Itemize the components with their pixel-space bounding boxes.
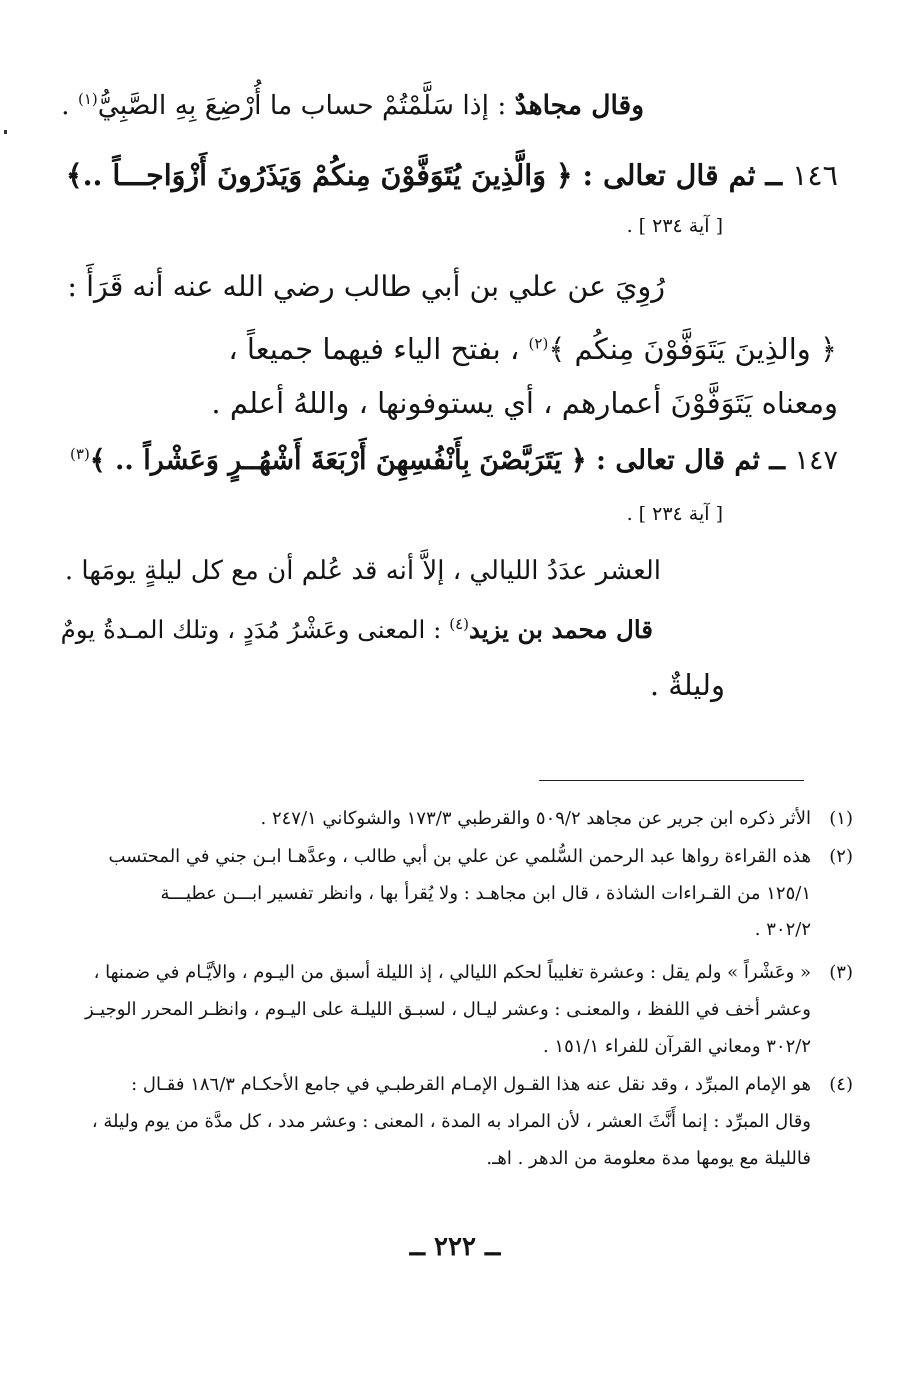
body-line-6: ومعناه يَتَوَفَّوْنَ أعمارهم ، أي يستوفونها ، واللهُ أعلم . (211, 386, 838, 420)
entry-lead: ــ ثم قال تعالى : (572, 158, 793, 192)
footnote-2-number: (٢) (829, 846, 853, 867)
entry-lead: ــ ثم قال تعالى : (586, 445, 795, 476)
footnote-4-number: (٤) (829, 1074, 853, 1095)
footnote-3-line-1: « وعَشْراً » ولم يقل : وعشرة تغليباً لحكم الليالي ، إذ الليلة أسبق من اليـوم ، والأيَّـام في ضمنها ، (93, 962, 811, 983)
body-line-4: رُوِيَ عن علي بن أبي طالب رضي الله عنه أنه قَرَأَ : (67, 270, 665, 303)
footnote-3-number: (٣) (829, 962, 853, 983)
line-text: : المعنى وعَشْرُ مُدَدٍ ، وتلك المـدةُ يومٌ (60, 615, 450, 645)
body-line-5 (228, 332, 837, 367)
margin-mark (4, 130, 7, 134)
quran-quote-147: ﴿ يَتَرَبَّصْنَ بِأَنْفُسِهِنَ أَرْبَعَةَ أَشْهُــرٍ وَعَشْراً .. ﴾ (89, 445, 587, 476)
footnote-separator (539, 780, 804, 781)
body-line-1 (61, 90, 644, 122)
ayah-reference-147: [ آية ٢٣٤ ] . (626, 503, 723, 525)
footnote-1-number: (١) (829, 808, 853, 829)
body-line-11: وليلةٌ . (649, 668, 725, 702)
footnote-ref-1: (١) (78, 90, 98, 109)
footnote-4-line-2: وقال المبرِّد : إنما أَنَّثَ العشر ، لأن المراد به المدة ، المعنى : وعشر مدد ، كل مدَّة من يوم وليلة ، (91, 1111, 811, 1132)
line-end: . (61, 90, 78, 121)
footnote-ref-4: (٤) (449, 615, 469, 633)
footnote-1-line-1: الأثر ذكره ابن جرير عن مجاهد ٥٠٩/٢ والقرطبي ١٧٣/٣ والشوكاني ٢٤٧/١ . (260, 808, 811, 829)
footnote-4-line-1: هو الإمام المبرِّد ، وقد نقل عنه هذا القـول الإمـام القرطبـي في جامع الأحكـام ١٨٦/٣ فقـال : (131, 1074, 811, 1095)
speaker-muhammad-ibn-yazid: قال محمد بن يزيد (468, 615, 653, 645)
footnote-ref-3: (٣) (70, 445, 90, 463)
quran-quote-reading: ﴿ والذِينَ يَتَوَفَّوْنَ مِنكُم ﴾ (548, 332, 837, 366)
footnote-ref-2: (٢) (528, 334, 549, 353)
quran-quote-146: ﴿ وَالَّذِينَ يُتَوَفَّوْنَ مِنكُمْ وَيَذَرُونَ أَزْوَاجـــاً ..﴾ (65, 158, 573, 192)
line-text: ، بفتح الياء فيهما جميعاً ، (228, 332, 529, 366)
body-line-10 (61, 615, 653, 645)
entry-number-147: ١٤٧ (794, 445, 838, 476)
body-line-2 (66, 158, 838, 193)
speaker-mujahid: وقال مجاهدٌ (514, 90, 644, 121)
entry-number-146: ١٤٦ (792, 159, 838, 192)
footnote-2-line-2: ١٢٥/١ من القـراءات الشاذة ، قال ابن مجاهـد : ولا يُقرأ بها ، وانظر تفسير ابـــن عطيـــة (160, 883, 811, 904)
line-text: : إذا سَلَّمْتُمْ حساب ما أُرْضِعَ بِهِ الصَّبِيُّ (97, 90, 515, 121)
page-number: ــ ٢٢٢ ــ (409, 1232, 501, 1262)
footnote-3-line-2: وعشر أخف في اللفظ ، والمعنـى : وعشر ليـال ، لسبـق الليلـة على اليـوم ، وانظـر المحرر الوجيـز (84, 999, 811, 1020)
footnote-2-line-1: هذه القراءة رواها عبد الرحمن السُّلمي عن علي بن أبي طالب ، وعدَّهـا ابـن جني في المحتسب (108, 846, 811, 867)
footnote-3-line-3: ٣٠٢/٢ ومعاني القرآن للفراء ١٥١/١ . (542, 1036, 811, 1057)
footnote-4-line-3: فالليلة مع يومها مدة معلومة من الدهر . اهـ. (486, 1148, 811, 1169)
ayah-reference-146: [ آية ٢٣٤ ] . (626, 215, 723, 237)
body-line-7 (70, 445, 838, 477)
body-line-9: العشر عدَدُ الليالي ، إلاَّ أنه قد عُلم أن مع كل ليلةٍ يومَها . (64, 556, 661, 586)
footnote-2-line-3: ٣٠٢/٢ . (754, 919, 811, 940)
